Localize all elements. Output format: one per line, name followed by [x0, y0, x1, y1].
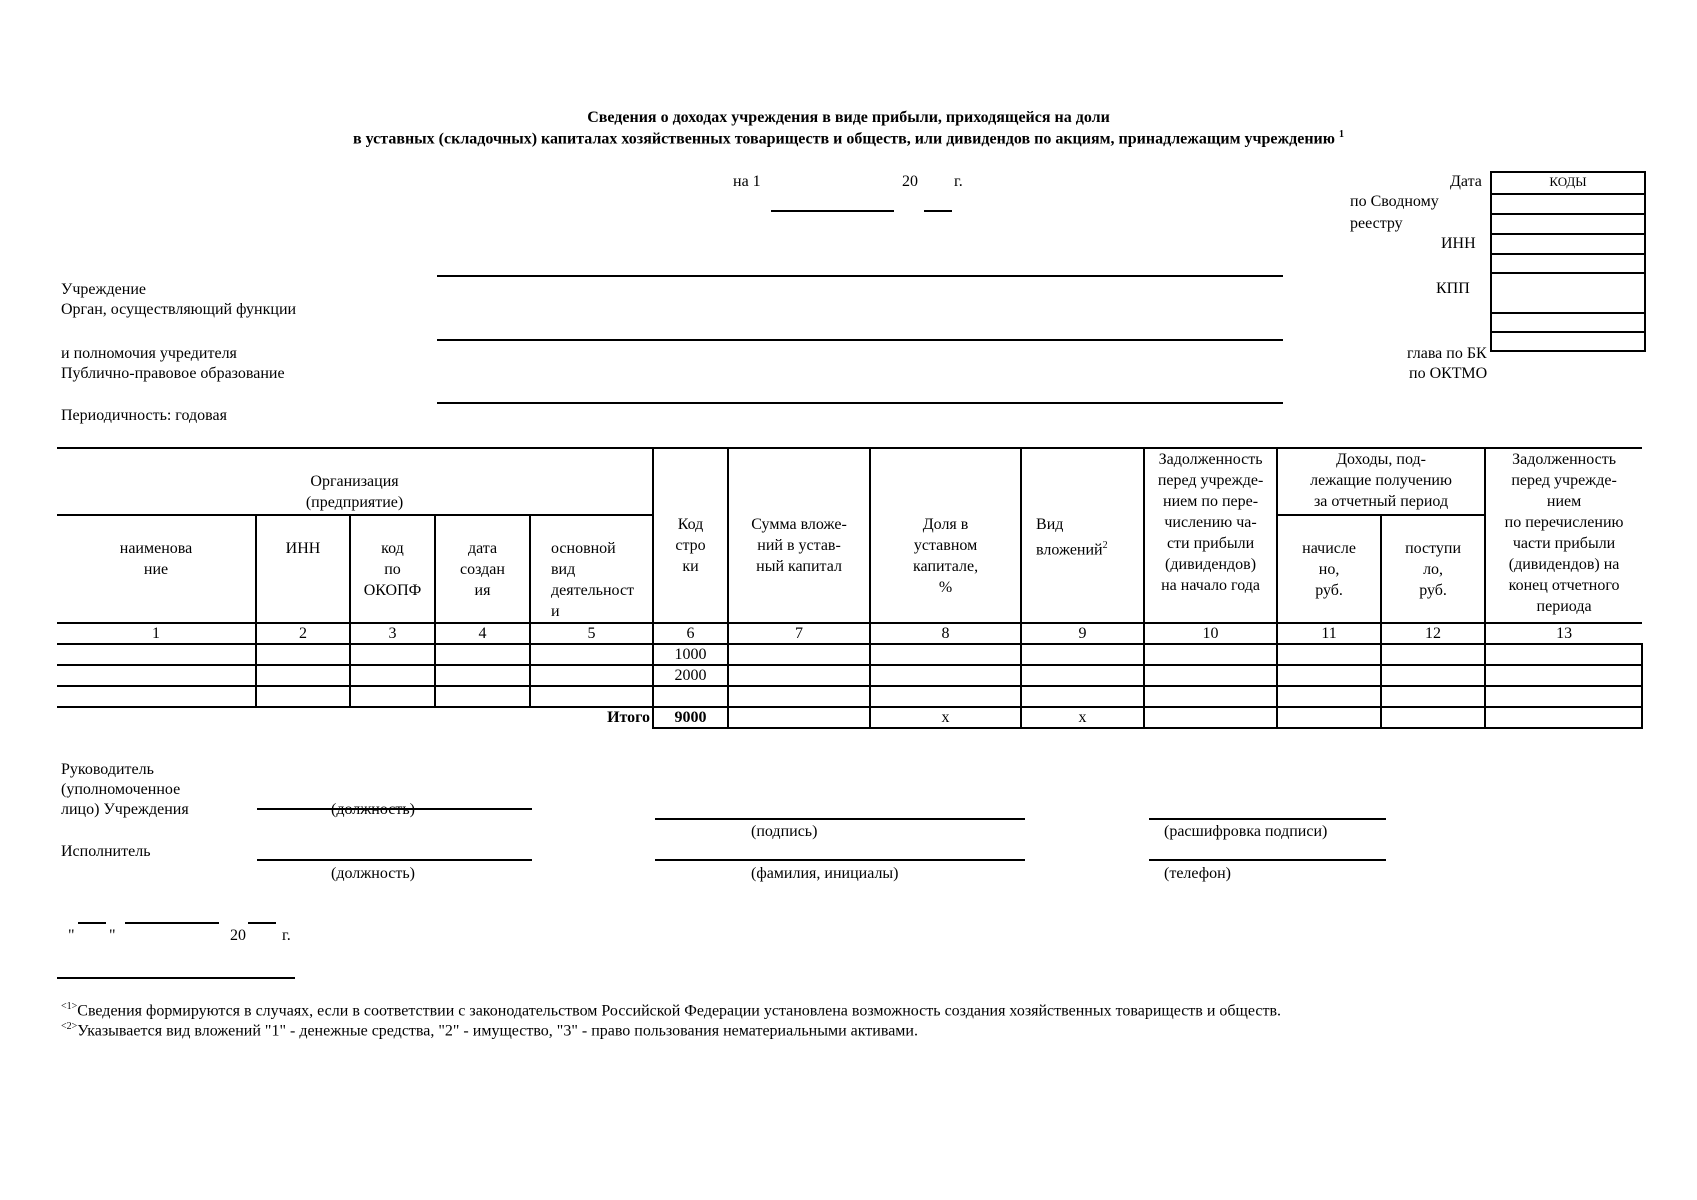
col-number: 4: [435, 623, 530, 644]
header-okopf: код по ОКОПФ: [350, 515, 435, 623]
cell-input[interactable]: [1144, 665, 1277, 686]
header-organization-group: Организация (предприятие): [57, 448, 653, 515]
header-name: наименова ние: [57, 515, 256, 623]
date-year-suffix: г.: [954, 173, 963, 190]
title-line-2: [0, 129, 1697, 149]
code-cell-registry-2[interactable]: [1492, 235, 1644, 255]
col-number: 12: [1381, 623, 1485, 644]
header-debt-end: Задолженность перед учрежде- нием по перечислению части прибыли (дивидендов) на конец отчетного периода: [1485, 448, 1642, 623]
cell-input[interactable]: [350, 665, 435, 686]
sign-quote-open: ": [68, 927, 75, 944]
cell-input[interactable]: [1381, 644, 1485, 665]
header-income-group: Доходы, под- лежащие получению за отчетный период: [1277, 448, 1485, 515]
head-label-2: (уполномоченное: [61, 781, 181, 798]
footnote-2-mark: <2>: [61, 1021, 78, 1032]
cell-input[interactable]: [350, 644, 435, 665]
institution-field[interactable]: [437, 275, 1283, 277]
head-label-1: Руководитель: [61, 761, 154, 778]
total-kind: x: [1021, 707, 1144, 728]
row-code: [653, 686, 728, 707]
date-month-field[interactable]: [771, 210, 894, 212]
cell-input[interactable]: [1021, 665, 1144, 686]
title-line-1: Сведения о доходах учреждения в виде прибыли, приходящейся на доли: [587, 109, 1110, 126]
header-investment-kind-text: Вид вложений: [1036, 516, 1103, 559]
col-number: 11: [1277, 623, 1381, 644]
cell-input[interactable]: [1485, 686, 1642, 707]
cell-input[interactable]: [256, 665, 350, 686]
executor-position-field[interactable]: [257, 859, 532, 861]
col-number: 13: [1485, 623, 1642, 644]
codes-label-oktmo: по ОКТМО: [1409, 365, 1488, 382]
code-cell-oktmo[interactable]: [1492, 333, 1644, 352]
cell-input[interactable]: [870, 686, 1021, 707]
codes-header: КОДЫ: [1492, 173, 1644, 195]
cell-input[interactable]: [256, 644, 350, 665]
col-number: 1: [57, 623, 256, 644]
cell-input[interactable]: [1021, 686, 1144, 707]
cell-input[interactable]: [256, 686, 350, 707]
code-cell-date[interactable]: [1492, 195, 1644, 215]
codes-label-inn: ИНН: [1441, 235, 1476, 252]
date-prefix: на 1: [733, 173, 761, 190]
code-cell-bk[interactable]: [1492, 314, 1644, 333]
sign-year-field[interactable]: [248, 922, 276, 924]
head-signature-field[interactable]: [655, 818, 1025, 820]
cell-input[interactable]: [1144, 686, 1277, 707]
founder-field[interactable]: [437, 339, 1283, 341]
col-number: 6: [653, 623, 728, 644]
header-inn: ИНН: [256, 515, 350, 623]
row-code: 1000: [653, 644, 728, 665]
executor-label: Исполнитель: [61, 843, 151, 860]
header-investment-kind: [1021, 448, 1144, 623]
executor-name-caption: (фамилия, инициалы): [751, 865, 899, 882]
sign-year-prefix: 20: [230, 927, 246, 944]
col-number: 3: [350, 623, 435, 644]
code-cell-registry[interactable]: [1492, 215, 1644, 235]
total-debt-start[interactable]: [1144, 707, 1277, 728]
footnote-separator: [57, 977, 295, 979]
head-decoding-field[interactable]: [1149, 818, 1386, 820]
footnote-1-mark: <1>: [61, 1001, 78, 1012]
head-signature-caption: (подпись): [751, 823, 818, 840]
cell-input[interactable]: [870, 644, 1021, 665]
footnote-2-text: Указывается вид вложений "1" - денежные средства, "2" - имущество, "3" - право пользования нематериальными активами.: [77, 1022, 918, 1040]
public-entity-label: Публично-правовое образование: [61, 365, 285, 382]
head-label-3: лицо) Учреждения: [61, 801, 189, 818]
institution-label: Учреждение: [61, 281, 146, 298]
footnote-1: [61, 1001, 1281, 1021]
code-cell-kpp[interactable]: [1492, 274, 1644, 314]
founder-label-2: и полномочия учредителя: [61, 345, 237, 362]
founder-label-1: Орган, осуществляющий функции: [61, 301, 297, 318]
date-year-field[interactable]: [924, 210, 952, 212]
total-debt-end[interactable]: [1485, 707, 1642, 728]
header-accrued: начисле но, руб.: [1277, 515, 1381, 623]
cell-input[interactable]: [1277, 686, 1381, 707]
col-number: 10: [1144, 623, 1277, 644]
header-share: Доля в уставном капитале, %: [870, 448, 1021, 623]
date-year-prefix: 20: [902, 173, 918, 190]
executor-position-caption: (должность): [331, 865, 415, 882]
table-row: [57, 665, 1642, 686]
total-sum[interactable]: [728, 707, 870, 728]
total-received[interactable]: [1381, 707, 1485, 728]
cell-input[interactable]: [1381, 686, 1485, 707]
total-share: x: [870, 707, 1021, 728]
cell-input[interactable]: [728, 665, 870, 686]
cell-input[interactable]: [57, 644, 256, 665]
cell-input[interactable]: [1144, 644, 1277, 665]
col-number: 5: [530, 623, 653, 644]
code-cell-inn[interactable]: [1492, 255, 1644, 274]
codes-box: [1490, 171, 1646, 352]
cell-input[interactable]: [57, 665, 256, 686]
codes-label-registry-2: реестру: [1350, 215, 1403, 232]
title-line-2-text: в уставных (складочных) капиталах хозяйственных товариществ и обществ, или дивидендов по акциям, принадлежащим учреждению: [353, 130, 1335, 148]
footnote-ref-2: 2: [1102, 540, 1108, 551]
cell-input[interactable]: [530, 665, 653, 686]
col-number: 9: [1021, 623, 1144, 644]
total-label: Итого: [57, 707, 653, 728]
cell-input[interactable]: [1485, 644, 1642, 665]
cell-input[interactable]: [350, 686, 435, 707]
executor-phone-caption: (телефон): [1164, 865, 1231, 882]
cell-input[interactable]: [728, 686, 870, 707]
cell-input[interactable]: [870, 665, 1021, 686]
footnote-2: [61, 1021, 918, 1041]
col-number: 7: [728, 623, 870, 644]
total-row: [57, 707, 1642, 728]
footnote-1-text: Сведения формируются в случаях, если в соответствии с законодательством Российской Федерации установлена возможность создания хозяйственных товариществ и обществ.: [77, 1002, 1282, 1020]
cell-input[interactable]: [435, 644, 530, 665]
table-row: [57, 644, 1642, 665]
col-number: 8: [870, 623, 1021, 644]
table-row: [57, 686, 1642, 707]
executor-name-field[interactable]: [655, 859, 1025, 861]
head-position-caption: (должность): [331, 801, 415, 818]
cell-input[interactable]: [1485, 665, 1642, 686]
cell-input[interactable]: [1381, 665, 1485, 686]
cell-input[interactable]: [728, 644, 870, 665]
total-accrued[interactable]: [1277, 707, 1381, 728]
codes-label-bk: глава по БК: [1407, 345, 1487, 362]
cell-input[interactable]: [1277, 644, 1381, 665]
public-entity-field[interactable]: [437, 402, 1283, 404]
col-number: 2: [256, 623, 350, 644]
periodicity-label: Периодичность: годовая: [61, 407, 227, 424]
sign-quote-close: ": [109, 927, 116, 944]
cell-input[interactable]: [435, 686, 530, 707]
sign-year-suffix: г.: [282, 927, 291, 944]
codes-label-kpp: КПП: [1436, 280, 1470, 297]
header-received: поступи ло, руб.: [1381, 515, 1485, 623]
income-table: [57, 447, 1643, 729]
cell-input[interactable]: [57, 686, 256, 707]
footnote-ref-1: 1: [1338, 129, 1344, 140]
codes-label-date: Дата: [1450, 173, 1482, 190]
header-creation-date: дата создан ия: [435, 515, 530, 623]
head-decoding-caption: (расшифровка подписи): [1164, 823, 1328, 840]
cell-input[interactable]: [435, 665, 530, 686]
executor-phone-field[interactable]: [1149, 859, 1386, 861]
cell-input[interactable]: [530, 644, 653, 665]
cell-input[interactable]: [1277, 665, 1381, 686]
header-line-code: Код стро ки: [653, 448, 728, 623]
header-debt-start: Задолженность перед учрежде- нием по пере- числению ча- сти прибыли (дивидендов) на начало года: [1144, 448, 1277, 623]
total-code: 9000: [653, 707, 728, 728]
row-code: 2000: [653, 665, 728, 686]
cell-input[interactable]: [1021, 644, 1144, 665]
sign-day-field[interactable]: [78, 922, 106, 924]
sign-month-field[interactable]: [125, 922, 219, 924]
header-investment-sum: Сумма вложе- ний в устав- ный капитал: [728, 448, 870, 623]
codes-label-registry-1: по Сводному: [1350, 193, 1439, 210]
cell-input[interactable]: [530, 686, 653, 707]
header-main-activity: основной вид деятельност и: [530, 515, 653, 623]
